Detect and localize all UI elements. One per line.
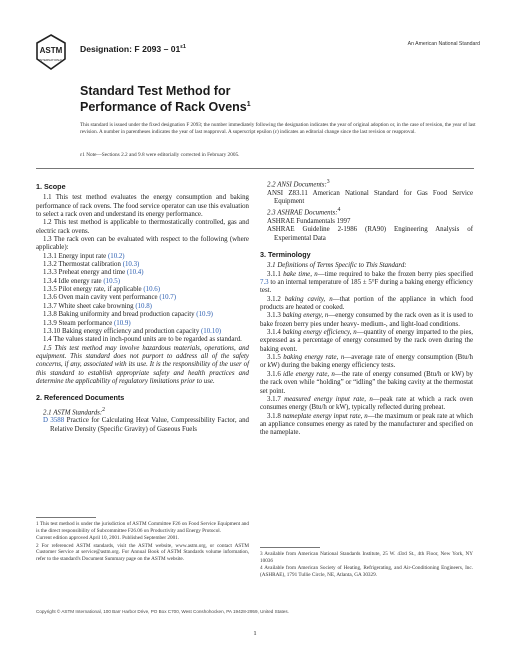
list-item: 1.3.10 Baking energy efficiency and production capacity (10.10) bbox=[43, 327, 222, 335]
term-baking-energy-rate: 3.1.5 baking energy rate, n—average rate of energy consumption (Btu/h or kW) during the baking energy efficiency tests. bbox=[260, 354, 473, 370]
header-divider bbox=[36, 168, 474, 169]
document-title: Standard Test Method for Performance of Rack Ovens$^1$ bbox=[80, 84, 251, 115]
ansi-documents-label: 2.2 ANSI Documents:$^3$ bbox=[267, 179, 330, 189]
astm-standards-label: 2.1 ASTM Standards:$^2$ bbox=[43, 406, 106, 416]
list-item: 1.3.3 Preheat energy and time (10.4) bbox=[43, 269, 144, 277]
list-item: 1.3.5 Pilot energy rate, if applicable (10.6) bbox=[43, 286, 160, 294]
list-item: 1.3.9 Steam performance (10.9) bbox=[43, 319, 131, 327]
term-baking-cavity: 3.1.2 baking cavity, n—that portion of the appliance in which food products are heated or cooked. bbox=[260, 295, 474, 312]
terminology-heading: 3. Terminology bbox=[260, 250, 311, 259]
ashrae-reference-1: ASHRAE Fundamentals 1997 bbox=[267, 217, 351, 225]
section-link[interactable]: (10.5) bbox=[103, 277, 121, 285]
section-link[interactable]: 7.3 bbox=[260, 279, 269, 287]
list-item: 1.3.7 White sheet cake browning (10.8) bbox=[43, 302, 152, 310]
term-baking-energy-efficiency: 3.1.4 baking energy efficiency, n—quantity of energy imparted to the pies, expressed as a percentage of energy consumed by the rack oven during the baking event. bbox=[260, 329, 473, 353]
section-link[interactable]: (10.10) bbox=[201, 327, 222, 335]
right-column bbox=[260, 178, 473, 438]
section-link[interactable]: (10.9) bbox=[196, 311, 213, 319]
term-nameplate-energy-input-rate: 3.1.8 nameplate energy input rate, n—the maximum or peak rate at which an appliance consumes energy as rated by the manufacturer and specified on the nameplate. bbox=[260, 412, 473, 437]
american-national-standard-label: An American National Standard bbox=[407, 41, 480, 47]
scope-1-4: 1.4 The values stated in inch-pound units are to be regarded as standard. bbox=[43, 336, 242, 344]
footnote-divider bbox=[36, 517, 96, 518]
scope-1-1: 1.1 This test method evaluates the energy consumption and baking performance of rack ovens. The food service operator can use this evaluation to select a rack oven and understand its energy performance. bbox=[36, 194, 249, 219]
footnote-divider-right bbox=[260, 547, 320, 548]
editorial-note: ε1 Note—Sections 2.2 and 9.8 were editorially corrected in February 2005. bbox=[80, 152, 240, 158]
list-item: 1.3.8 Baking uniformity and bread production capacity (10.9) bbox=[43, 311, 213, 319]
footnotes-right bbox=[260, 551, 473, 579]
section-link[interactable]: (10.6) bbox=[143, 286, 160, 294]
section-link[interactable]: (10.8) bbox=[135, 302, 152, 310]
footnote-1-edition: Current edition approved April 10, 2001. Published September 2001. bbox=[36, 535, 180, 542]
svg-text:ASTM: ASTM bbox=[39, 46, 63, 55]
scope-heading: 1. Scope bbox=[36, 182, 66, 191]
scope-items-list bbox=[36, 253, 249, 336]
footnote-3: 3 Available from American National Standards Institute, 25 W. 43rd St., 4th Floor, New York, NY 10036 bbox=[260, 551, 473, 564]
terminology-intro: 3.1 Definitions of Terms Specific to This Standard: bbox=[267, 262, 407, 270]
section-link[interactable]: (10.9) bbox=[114, 319, 131, 327]
footnote-1: 1 This test method is under the jurisdiction of ASTM Committee F26 on Food Service Equipment and is the direct responsibility of Subcommittee F26.06 on Productivity and Energy Protocol. bbox=[36, 521, 249, 534]
section-link[interactable]: (10.3) bbox=[122, 261, 140, 269]
scope-1-3: 1.3 The rack oven can be evaluated with respect to the following (where applicable): bbox=[36, 236, 249, 252]
ashrae-reference-2: ASHRAE Guideline 2-1986 (RA90) Engineering Analysis of Experimental Data bbox=[267, 226, 473, 242]
footnote-2: 2 For referenced ASTM standards, visit the ASTM website, www.astm.org, or contact ASTM Customer Service at service@astm.org. For Annual Book of ASTM Standards volume information, refer to the standard's Document Summary page on the ASTM website. bbox=[36, 542, 249, 562]
footnotes-left bbox=[36, 521, 249, 564]
scope-1-5: 1.5 This test method may involve hazardous materials, operations, and equipment. This standard does not purport to address all of the safety concerns, if any, associated with its use. It is the responsibility of the user of this standard to establish appropriate safety and health practices and determine the applicability of regulatory limitations prior to use. bbox=[36, 344, 249, 385]
term-bake-time: 3.1.1 bake time, n—time required to bake the frozen berry pies specified 7.3 to an internal temperature of 185 ± 5°F during a baking energy efficiency test. bbox=[260, 270, 473, 295]
issuance-statement: This standard is issued under the fixed designation F 2093; the number immediately following the designation indicates the year of original adoption or, in the case of revision, the year of last revision. A number in parentheses indicates the year of last reapproval. A superscript epsilon (ε) indicates an editorial change since the last revision or reapproval. bbox=[80, 122, 476, 135]
designation: Designation: F $2093 - 01^{\varepsilon 1}$ bbox=[80, 44, 186, 54]
ashrae-documents-label: 2.3 ASHRAE Documents:$^4$ bbox=[267, 207, 341, 217]
ansi-reference: ANSI Z83.11 American National Standard for Gas Food Service Equipment bbox=[267, 189, 473, 205]
astm-logo bbox=[36, 34, 66, 70]
term-measured-energy-input-rate: 3.1.7 measured energy input rate, n—peak rate at which a rack oven consumes energy (Btu/h or kW), typically reflected during preheat. bbox=[260, 395, 473, 412]
term-baking-energy: 3.1.3 baking energy, n—energy consumed by the rack oven as it is used to bake frozen berry pies under heavy- medium-, and light-load conditions. bbox=[260, 312, 473, 328]
page-number: 1 bbox=[253, 630, 257, 637]
list-item: 1.3.4 Idle energy rate (10.5) bbox=[43, 277, 121, 285]
term-idle-energy-rate: 3.1.6 idle energy rate, n—the rate of energy consumed (Btu/h or kW) by the rack oven while “holding” or “idling” the baking cavity at the thermostat set point. bbox=[260, 370, 473, 395]
referenced-documents-heading: 2. Referenced Documents bbox=[36, 393, 125, 403]
list-item: 1.3.1 Energy input rate (10.2) bbox=[43, 252, 125, 260]
left-column bbox=[36, 178, 249, 434]
list-item: 1.3.6 Oven main cavity vent performance (10.7) bbox=[43, 294, 177, 302]
d3588-link[interactable]: D 3588 bbox=[43, 417, 65, 425]
list-item: 1.3.2 Thermostat calibration (10.3) bbox=[43, 261, 140, 269]
section-link[interactable]: (10.7) bbox=[159, 294, 177, 302]
scope-1-2: 1.2 This test method is applicable to thermostatically controlled, gas and electric rack ovens. bbox=[36, 219, 249, 235]
svg-text:INTERNATIONAL: INTERNATIONAL bbox=[39, 58, 63, 62]
section-link[interactable]: (10.4) bbox=[126, 269, 144, 277]
copyright-notice: Copyright © ASTM International, 100 Barr Harbor Drive, PO Box C700, West Conshohocken, PA 19428-2959, United States. bbox=[36, 609, 289, 614]
d3588-reference: D 3588 Practice for Calculating Heat Value, Compressibility Factor, and Relative Density (Specific Gravity) of Gaseous Fuels bbox=[43, 417, 249, 433]
section-link[interactable]: (10.2) bbox=[107, 252, 125, 260]
footnote-4: 4 Available from American Society of Heating, Refrigerating, and Air-Conditioning Engineers, Inc. (ASHRAE), 1791 Tullie Circle, NE, Atlanta, GA 30329. bbox=[260, 565, 473, 578]
